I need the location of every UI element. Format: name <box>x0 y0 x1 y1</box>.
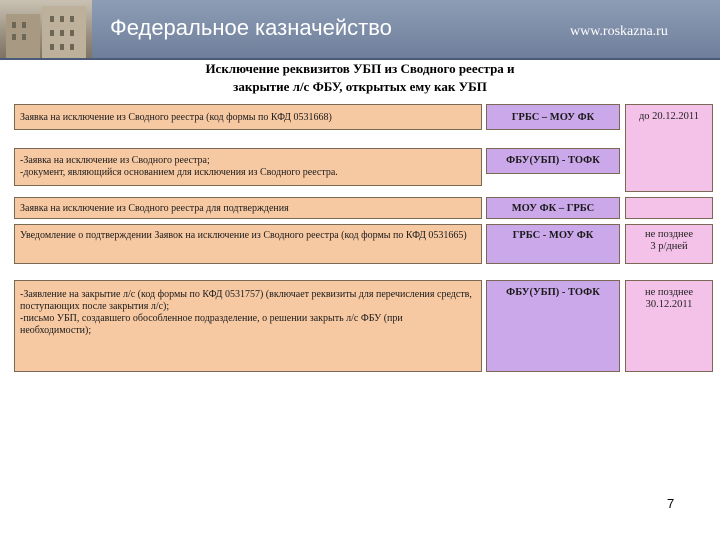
slide-title-line-1: Исключение реквизитов УБП из Сводного реестра и <box>205 61 515 76</box>
route-text-3: МОУ ФК – ГРБС <box>511 203 595 214</box>
route-text-4: ГРБС - МОУ ФК <box>512 230 594 241</box>
document-text-2b: -документ, являющийся основанием для исключения из Сводного реестра. <box>20 167 338 178</box>
document-text-5a: -Заявление на закрытие л/с (код формы по КФД 0531757) (включает реквизиты для перечисления средств, поступающих после закрытия л/с); <box>20 289 472 312</box>
building-photo-icon <box>0 0 92 58</box>
term-box-4 <box>625 224 713 264</box>
route-text-5: ФБУ(УБП) - ТОФК <box>506 287 600 298</box>
term-box-3 <box>625 197 713 219</box>
document-box-3 <box>14 197 482 219</box>
document-text-3: Заявка на исключение из Сводного реестра для подтверждения <box>20 203 289 214</box>
route-box-1 <box>486 104 620 130</box>
website-url[interactable]: www.roskazna.ru <box>570 24 668 39</box>
page-number: 7 <box>667 496 675 511</box>
document-text-5b: -письмо УБП, создавшего обособленное подразделение, о решении закрыть л/с ФБУ (при необходимости); <box>20 313 403 336</box>
term-text-1: до 20.12.2011 <box>638 111 700 122</box>
slide-title-line-2: закрытие л/с ФБУ, открытых ему как УБП <box>233 79 487 94</box>
document-text-2a: -Заявка на исключение из Сводного реестра; <box>20 155 210 166</box>
route-box-3 <box>486 197 620 219</box>
slide-header <box>0 0 720 58</box>
document-box-2 <box>14 148 482 186</box>
document-text-1: Заявка на исключение из Сводного реестра (код формы по КФД 0531668) <box>20 112 332 123</box>
route-text-2: ФБУ(УБП) - ТОФК <box>506 155 600 166</box>
route-box-2 <box>486 148 620 174</box>
term-text-5a: не позднее <box>644 287 693 298</box>
route-box-5 <box>486 280 620 372</box>
organization-title: Федеральное казначейство <box>110 15 392 40</box>
term-text-4b: 3 р/дней <box>650 241 688 252</box>
route-text-1: ГРБС – МОУ ФК <box>511 112 595 123</box>
slide-title <box>120 60 600 96</box>
document-box-1 <box>14 104 482 130</box>
term-text-4a: не позднее <box>644 229 693 240</box>
term-box-5 <box>625 280 713 372</box>
document-box-5 <box>14 280 482 372</box>
term-text-5b: 30.12.2011 <box>645 299 693 310</box>
document-text-4: Уведомление о подтверждении Заявок на исключение из Сводного реестра (код формы по КФД 0531665) <box>20 230 467 241</box>
document-box-4 <box>14 224 482 264</box>
route-box-4 <box>486 224 620 264</box>
